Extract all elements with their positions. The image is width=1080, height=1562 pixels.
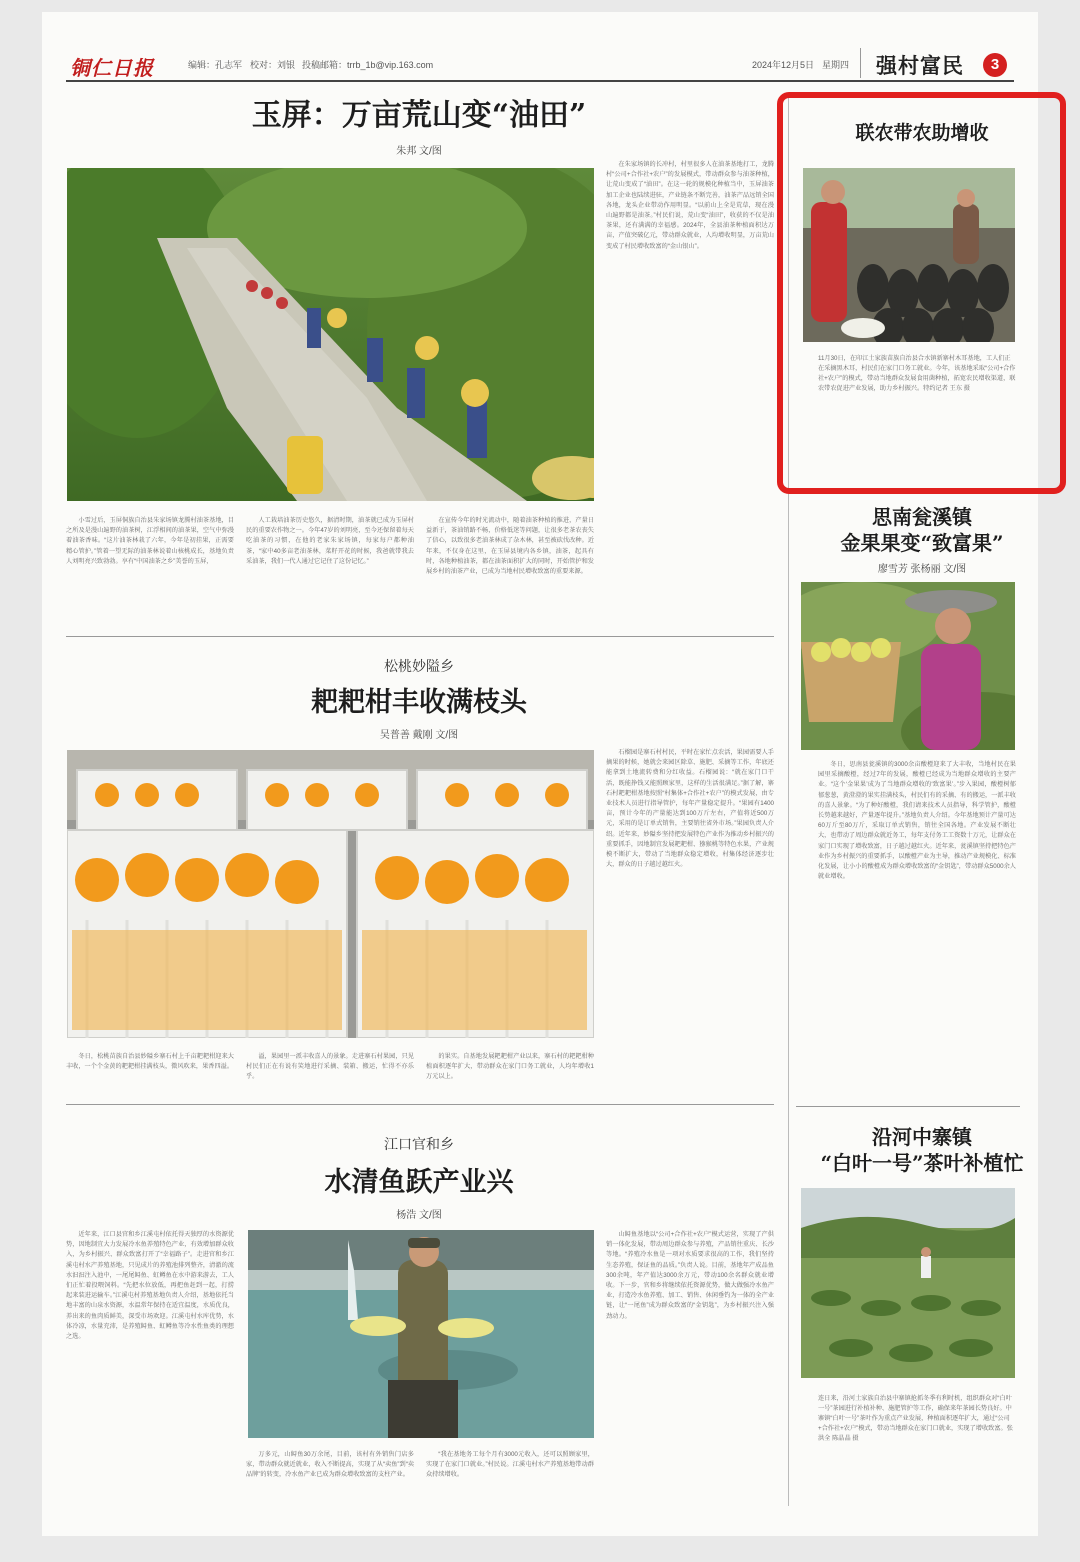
fish-farm-photo bbox=[248, 1230, 594, 1438]
page-number-badge: 3 bbox=[983, 53, 1007, 77]
farmer-with-basket-photo bbox=[801, 582, 1015, 750]
side-three-headline: 沿河中寨镇 “白叶一号”茶叶补植忙 bbox=[820, 1125, 1024, 1175]
submission-email: 投稿邮箱：trrb_1b@vip.163.com bbox=[302, 60, 434, 70]
newspaper-logo: 铜仁日报 bbox=[70, 56, 154, 80]
story-three-byline: 杨浩 文/图 bbox=[396, 1210, 442, 1221]
story-three-column-2: 万多元，山鲟鱼30万余尾，目前，该村有外销售门店多家，带动群众就近就业，收入不断提高，实现了从“卖鱼”到“卖品牌”的转变，冷水鱼产业已成为群众增收致富的支柱产业。 bbox=[246, 1451, 414, 1479]
main-headline: 玉屏：万亩荒山变“油田” bbox=[251, 98, 587, 133]
tea-field-photo bbox=[801, 1188, 1015, 1378]
citrus-crates-photo bbox=[67, 750, 594, 1038]
editor-credit: 编辑：孔志军 bbox=[188, 60, 243, 70]
masthead-rule bbox=[66, 80, 1014, 82]
story-two-headline: 耙耙柑丰收满枝头 bbox=[311, 687, 527, 718]
story-three-kicker: 江口官和乡 bbox=[384, 1136, 454, 1152]
story-two-byline: 吴普善 戴刚 文/图 bbox=[379, 730, 459, 741]
side-two-headline: 思南瓮溪镇 金果果变“致富果” bbox=[840, 505, 1004, 555]
mushroom-farm-photo bbox=[803, 168, 1015, 342]
story-divider-2 bbox=[66, 1104, 774, 1105]
story-three-column-1: 近年来，江口县官和乡江溪屯村依托得天独厚的水资源优势，因地制宜大力发展冷水鱼养殖特色产业，有效增加群众收入，为乡村振兴、群众致富打开了“幸福路子”。走进官和乡江溪屯村水产养殖基地，只见成片的养殖池排列整齐，清澈的流水汩汩注入池中，一尾尾鲟鱼、虹鳟鱼在水中游来游去，工人们正忙着投喂饲料。“先把水位放低，再把鱼赶到一起，打捞起来装进运输车。”江溪屯村养殖基地负责人介绍，基地依托当地丰富的山泉水资源，水温常年保持在适宜温度，水质优良，养出来的鱼肉质鲜美，深受市场欢迎。江溪屯村水库优势，水体冷凉，水量充沛，是养殖鲟鱼、虹鳟鱼等冷水性鱼类的理想之选。 bbox=[66, 1231, 234, 1341]
story-two-column-1: 冬日，松桃苗族自治县妙隘乡寨石村上千亩耙耙柑迎来大丰收，一个个金黄的耙耙柑挂满枝头，微风吹来，果香四溢。 bbox=[66, 1053, 234, 1071]
main-column-3: 在宣传今年的时光流动中，随着油茶种植的推进，产量日益新于，茶油销路不畅，价格低迷等问题，让很多老茶农丧失了信心，以致很多老油茶林成了杂木林，甚至被砍伐改种。近年来，不仅身在这里，在玉屏县境内各乡镇，油茶，起具有时，各地种植油茶，都在油茶面积扩大的同时，开始管护和发展乡村的油茶产业，已成为当地村民增收致富的重要来源。 bbox=[426, 517, 594, 576]
proof-credit: 校对：刘银 bbox=[250, 60, 296, 70]
main-column-4: 在朱家场镇的长冲村，村里很多人在油茶基地打工，龙腾村“公司+合作社+农户”的发展模式，带动群众参与油茶种植，让荒山变成了“油田”。在这一轮的规模化种植当中，玉屏油茶加工企业也陆续进驻，产业链条不断完善，油茶产品远销全国各地，龙头企业带动作用明显。“以前山上全是荒草，现在漫山遍野都是油茶。”村民们说，荒山变“油田”，收获的不仅是油茶果，还有满满的幸福感。2024年，全县油茶种植面积达万亩，产值突破亿元，带动群众就业，人均增收明显，万亩荒山变成了村民增收致富的“金山银山”。 bbox=[606, 161, 774, 250]
side-two-body: 冬日，思南县瓮溪镇的3000余亩酸橙迎来了大丰收，当地村民在果园里采摘酸橙，经过7年的发展，酸橙已经成为当地群众增收的主要产业。“这个‘金果果’成为了当地群众增收的‘致富果’。”步入果园，酸橙树郁郁葱葱，黄澄澄的果实挂满枝头，村民们有的采摘、有的搬运，一派丰收的喜人景象。“为了种好酸橙，我们请来技术人员指导，科学管护，酸橙长势越来越好，产量逐年提升。”基地负责人介绍。今年基地预计产量可达60万斤至80万斤，采取订单式销售，销往全国各地。产业发展不断壮大，也带动了周边群众就近务工，每年支付务工工资数十万元，让群众在家门口实现了增收致富，日子越过越红火。近年来，瓮溪镇坚持把特色产业作为乡村振兴的重要抓手，以酸橙产业为主导，推动产业规模化、标准化发展，让小小的酸橙成为群众增收致富的“金钥匙”，带动群众5000余人就业增收。 bbox=[818, 761, 1016, 881]
masthead-divider bbox=[860, 48, 861, 78]
story-two-kicker: 松桃妙隘乡 bbox=[384, 658, 454, 674]
main-column-1: 小雪过后，玉屏侗族自治县朱家场镇龙腾村油茶基地，目之所及是漫山遍野的油茶树，江浮相间的油茶果，空气中弥漫着油茶香味。“这片油茶林栽了六年，今年是初挂果，正需要精心管护。”管着一望无际的油茶林说着山核桃成长，基地负责人刘明亮兴致勃勃。享有“中国油茶之乡”美誉的玉屏， bbox=[66, 517, 234, 565]
story-two-column-4: 石榴园是寨石村村民，平时在家忙点农活，果园需要人手摘果的时候，她就会来园区除草、施肥、采摘等工作，年底还能拿到土地流转费和分红收益。石榴园说：“就在家门口干活，既能挣钱又能照顾家里，这样的生活很满足。”据了解，寨石村耙耙柑基地按照“村集体+合作社+农户”的模式发展，由专业技术人员进行指导管护，每年产量稳定提升。“果园有1400亩，预计今年的产量能达到100万斤左右，产值将近500万元，采用的是订单式销售，主要销往省外市场。”果园负责人介绍。近年来，妙隘乡坚持把发展特色产业作为推动乡村振兴的重要抓手，因地制宜发展耙耙柑、猕猴桃等特色水果，产业规模不断扩大，带动了当地群众稳定增收，村集体经济逐步壮大，群众的日子越过越红火。 bbox=[606, 749, 774, 869]
issue-date: 2024年12月5日 bbox=[752, 60, 815, 70]
side-one-caption: 11月30日，在印江土家族苗族自治县合水镇新寨村木耳基地，工人们正在采摘黑木耳，村民们在家门口务工就业。今年，该基地采取“公司+合作社+农户”的模式，带动当地群众发展食用菌种植，拓宽农民增收渠道，联农带农促进产业发展，助力乡村振兴。特约记者 王东 摄 bbox=[818, 355, 1016, 392]
side-divider bbox=[796, 1106, 1020, 1107]
side-three-caption: 连日来，沿河土家族自治县中寨镇抢抓冬季有利时机，组织群众对“白叶一号”茶园进行补植补种、施肥管护等工作，确保来年茶园长势良好。中寨镇“白叶一号”茶叶作为重点产业发展，种植面积逐年扩大，通过“公司+合作社+农户”模式，带动当地群众在家门口就业，实现了增收致富。张洪全 陈晶晶 摄 bbox=[818, 1395, 1013, 1442]
main-column-2: 人工栽培油茶历史悠久，据清时期，油茶就已成为玉屏村民的重要农作物之一。今年47岁的刘明亮，至今还保留着每天吃油茶的习惯，在他的老家朱家场镇，每家每户都种油茶，“家中40多亩老油茶林，菜籽开花的时候，我爸就带我去采油茶，我们一代人通过它记住了这份记忆。” bbox=[246, 517, 414, 565]
side-two-byline: 廖雪芳 张杨丽 文/图 bbox=[877, 564, 967, 575]
tea-oil-harvest-photo bbox=[67, 168, 594, 501]
story-three-headline: 水清鱼跃产业兴 bbox=[324, 1167, 514, 1198]
issue-weekday: 星期四 bbox=[822, 60, 850, 70]
story-two-column-3: 的果实。自基地发展耙耙柑产业以来，寨石村的耙耙柑种植面积逐年扩大，带动群众在家门口务工就业，人均年增收1万元以上。 bbox=[426, 1053, 594, 1081]
story-divider-1 bbox=[66, 636, 774, 637]
story-three-column-3: “我在基地务工每个月有3000元收入，还可以照顾家里，实现了在家门口就业。”村民说。江溪屯村水产养殖基地带动群众持续增收。 bbox=[426, 1451, 594, 1479]
side-one-headline: 联农带农助增收 bbox=[855, 122, 989, 144]
story-two-column-2: 溢，果园里一派丰收喜人的景象。走进寨石村果园，只见村民们正在有说有笑地进行采摘、装箱、搬运，忙得不亦乐乎。 bbox=[246, 1053, 414, 1081]
main-byline: 朱邦 文/图 bbox=[396, 146, 442, 157]
section-title: 强村富民 bbox=[876, 53, 964, 78]
story-three-column-4: 山鲟鱼基地以“公司+合作社+农户”模式运营，实现了产供销一体化发展，带动周边群众参与养殖，产品销往重庆、长沙等地。“养殖冷水鱼是一项对水质要求很高的工作，我们坚持生态养殖，保证鱼的品质。”负责人说。目前，基地年产成品鱼300余吨，年产值达3000余万元，带动100余名群众就业增收。下一步，官和乡将继续依托资源优势，做大做强冷水鱼产业，打造冷水鱼养殖、加工、销售、休闲垂钓为一体的全产业链，让“一尾鱼”成为群众致富的“金钥匙”，为乡村振兴注入强劲动力。 bbox=[606, 1231, 774, 1320]
